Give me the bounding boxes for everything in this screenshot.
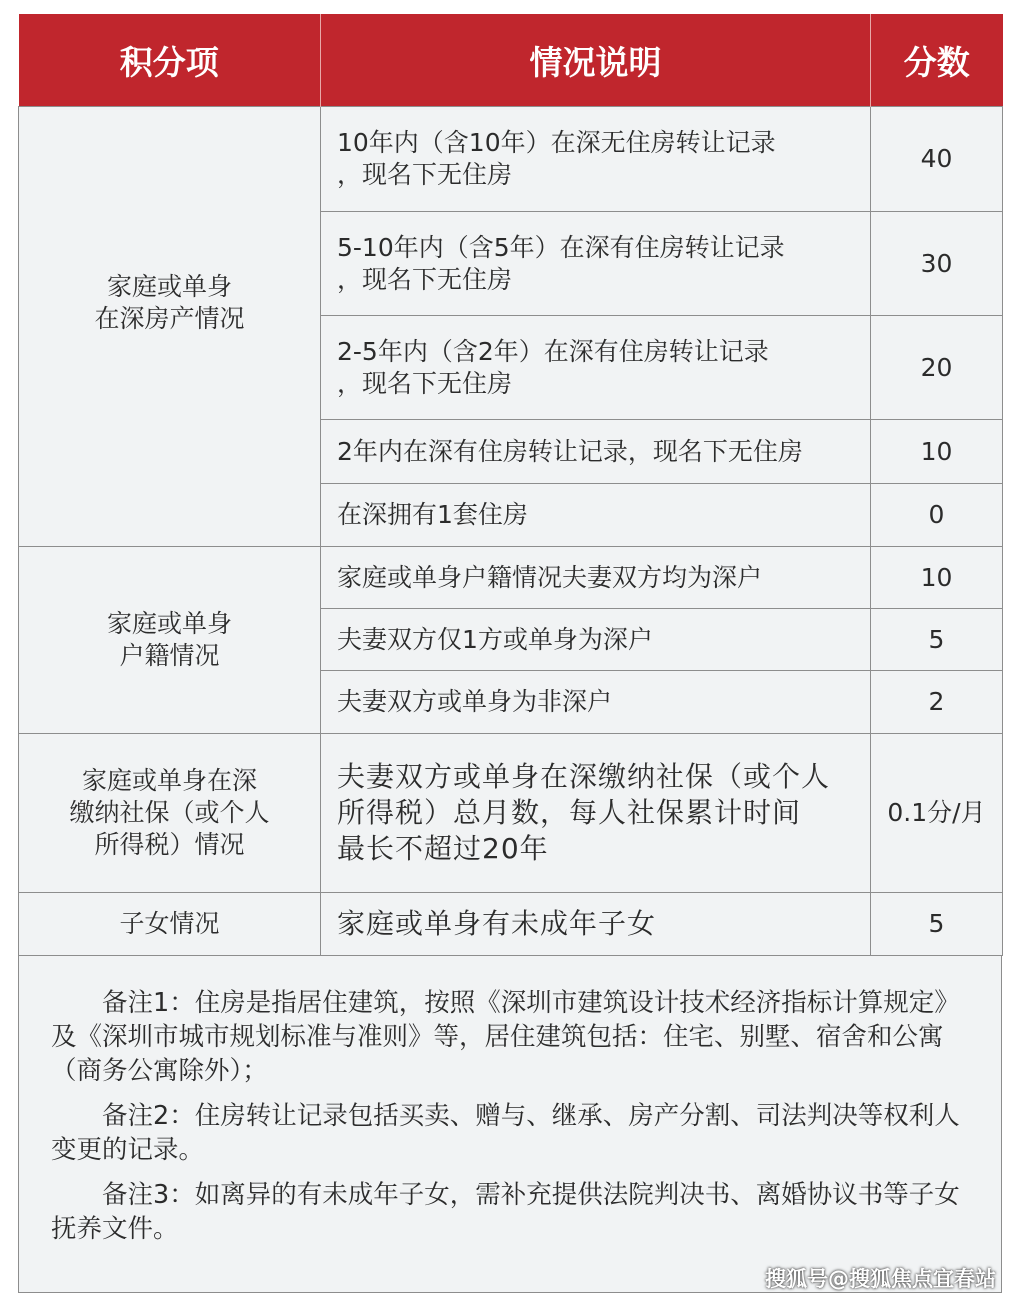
category-children: [19, 893, 321, 956]
header-score: 分数: [871, 14, 1003, 107]
table-row: [19, 734, 1003, 893]
row-description: 2年内在深有住房转让记录，现名下无住房: [321, 420, 871, 484]
row-score: 20: [871, 316, 1003, 420]
row-description: 夫妻双方仅1方或单身为深户: [321, 609, 871, 671]
row-description: 2-5年内（含2年）在深有住房转让记录 ，现名下无住房: [321, 316, 871, 420]
table-row: [19, 893, 1003, 956]
header-item: 积分项: [19, 14, 321, 107]
points-table-document: [18, 14, 1002, 1293]
category-hukou: [19, 547, 321, 734]
notes-section: [18, 956, 1002, 1293]
row-score: 5: [871, 893, 1003, 956]
category-social-insurance: [19, 734, 321, 893]
row-score: 30: [871, 212, 1003, 316]
row-description: 夫妻双方或单身在深缴纳社保（或个人 所得税）总月数，每人社保累计时间 最长不超过20年: [321, 734, 871, 893]
row-description: 5-10年内（含5年）在深有住房转让记录 ，现名下无住房: [321, 212, 871, 316]
row-score: 0: [871, 484, 1003, 547]
points-table: [18, 14, 1003, 956]
table-row: [19, 107, 1003, 212]
row-score: 10: [871, 420, 1003, 484]
row-score: 5: [871, 609, 1003, 671]
row-description: 在深拥有1套住房: [321, 484, 871, 547]
watermark: 搜狐号@搜狐焦点宜春站: [765, 1267, 996, 1291]
note-2: 备注2：住房转让记录包括买卖、赠与、继承、房产分割、司法判决等权利人变更的记录。: [51, 1101, 960, 1165]
row-description: 10年内（含10年）在深无住房转让记录 ，现名下无住房: [321, 107, 871, 212]
category-label: 家庭或单身 在深房产情况: [94, 271, 245, 333]
row-description: 家庭或单身有未成年子女: [321, 893, 871, 956]
category-label: 家庭或单身在深 缴纳社保（或个人 所得税）情况: [69, 766, 270, 859]
category-label: 家庭或单身 户籍情况: [106, 609, 232, 670]
row-score: 2: [871, 671, 1003, 734]
table-header-row: [19, 14, 1003, 107]
row-description: 夫妻双方或单身为非深户: [321, 671, 871, 734]
category-label: 子女情况: [119, 909, 220, 938]
note-1: 备注1：住房是指居住建筑，按照《深圳市建筑设计技术经济指标计算规定》及《深圳市城市规划标准与准则》等，居住建筑包括：住宅、别墅、宿舍和公寓（商务公寓除外）；: [51, 988, 960, 1086]
row-score: 40: [871, 107, 1003, 212]
row-description: 家庭或单身户籍情况夫妻双方均为深户: [321, 547, 871, 609]
note-3: 备注3：如离异的有未成年子女，需补充提供法院判决书、离婚协议书等子女抚养文件。: [51, 1180, 960, 1244]
category-housing: [19, 107, 321, 547]
row-score: 10: [871, 547, 1003, 609]
table-row: [19, 547, 1003, 609]
header-description: 情况说明: [321, 14, 871, 107]
row-score: 0.1分/月: [871, 734, 1003, 893]
